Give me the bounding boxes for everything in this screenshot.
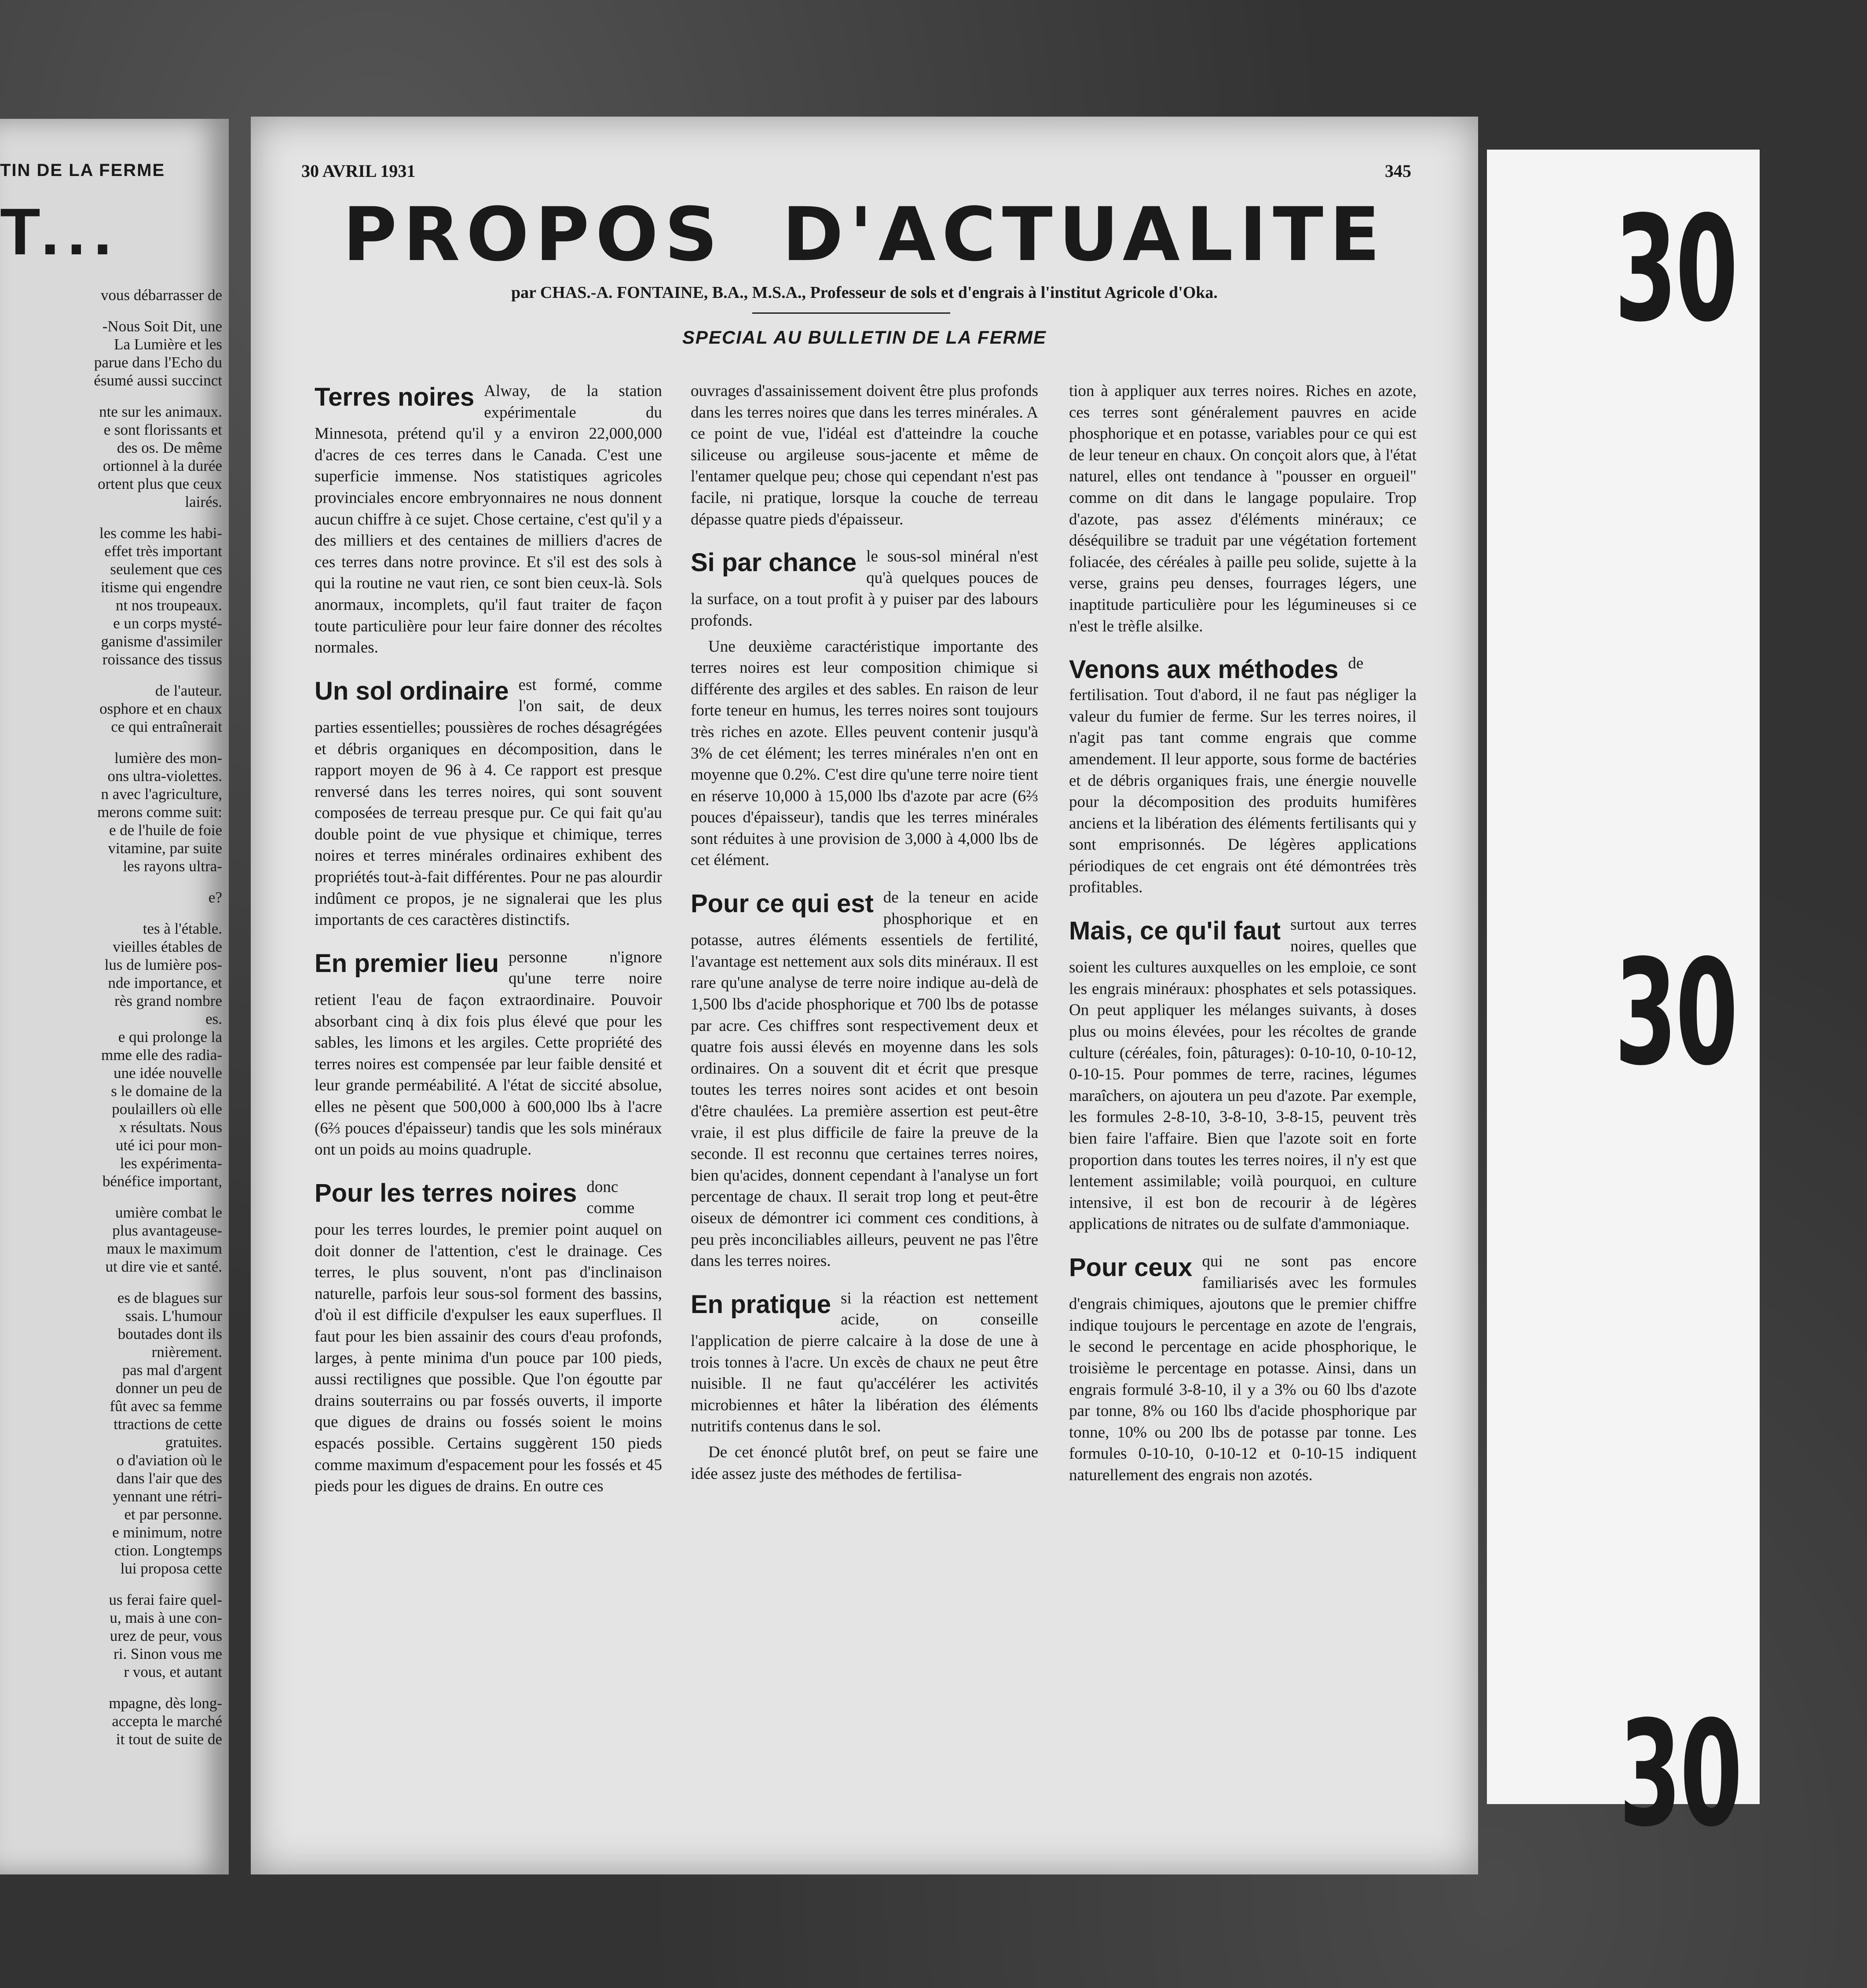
left-page-line: maux le maximum [106, 1240, 222, 1257]
article-section [315, 381, 662, 659]
section-text: Alway, de la station expérimentale du Minnesota, prétend qu'il y a environ 22,000,000 d'acres de ces terres dans le Canada. C'est une superficie immense. Nos statistiques agricoles provinciales encore embryonnaires ne nous donnent aucun chiffre à ce sujet. Chose certaine, c'est qu'il y a des milliers et des centaines de milliers d'acres de ces terres dans notre province. Et s'il est des sols à qui la routine ne vaut rien, ce sont bien ceux-là. Sols anormaux, incomplets, qu'il faut traiter de façon toute particulière pour leur faire donner des récoltes normales. [315, 382, 662, 657]
section-text: De cet énoncé plutôt bref, on peut se faire une idée assez juste des méthodes de fertilisa- [691, 1443, 1038, 1483]
left-page-line: mme elle des radia- [101, 1046, 222, 1064]
left-page-line: ce qui entraînerait [111, 718, 222, 735]
left-page-line: e minimum, notre [112, 1524, 222, 1541]
left-page-line: plus avantageuse- [112, 1222, 222, 1239]
article-section [691, 636, 1038, 872]
left-page-line: ction. Longtemps [114, 1542, 222, 1559]
left-page-line: x résultats. Nous [119, 1119, 222, 1136]
left-page-line: nt nos troupeaux. [115, 597, 222, 614]
section-text: ouvrages d'assainissement doivent être plus profonds dans les terres noires que dans les terres minérales. A ce point de vue, l'idéal est d'atteindre la couche siliceuse ou argileuse sous-jacente et même de l'entamer quelque peu; chose qui cependant n'est pas facile, ni pratique, lorsque la couche de terreau dépasse quatre pieds d'épaisseur. [691, 382, 1038, 528]
left-page-line: vieilles étables de [113, 938, 222, 955]
left-page-line: ortionnel à la durée [103, 457, 222, 474]
left-page-line: merons comme suit: [97, 803, 222, 821]
left-page-line: uté ici pour mon- [115, 1137, 222, 1154]
left-page-line [0, 906, 222, 920]
target-number-top: 30 [1614, 185, 1737, 354]
left-page-text [0, 286, 222, 1748]
left-page-line: lumière des mon- [114, 749, 222, 767]
left-page-line: e de l'huile de foie [109, 822, 222, 839]
left-page-line: vitamine, par suite [108, 840, 222, 857]
section-text: le sous-sol minéral n'est qu'à quelques pouces de la surface, on a tout profit à y puiser par des labours profonds. [691, 547, 1038, 630]
left-page-line: dans l'air que des [116, 1470, 222, 1487]
left-page-line: les comme les habi- [99, 525, 222, 542]
left-page-line: umière combat le [115, 1204, 222, 1221]
article-section [315, 947, 662, 1161]
left-page-line: ons ultra-violettes. [107, 767, 222, 785]
section-heading: Pour les terres noires [315, 1178, 577, 1207]
left-page-line: rnièrement. [151, 1343, 222, 1361]
article-section [1069, 653, 1417, 899]
article-section [1069, 1251, 1417, 1486]
section-text: tion à appliquer aux terres noires. Riches en azote, ces terres sont généralement pauvres en acide phosphorique et en potasse, variables pour ce qui est de leur teneur en chaux. On conçoit alors que, à l'état naturel, elles ont tendance à "pousser en orgueil" comme on dit dans le langage populaire. Trop d'azote, pas assez d'éléments minéraux; ce déséquilibre se traduit par une végétation fortement foliacée, des céréales à paille peu solide, sujette à la verse, grains peu denses, fourrages légers, une inaptitude particulière pour les légumineuses si ce n'est le trèfle alsilke. [1069, 382, 1417, 635]
section-text: de la teneur en acide phosphorique et en potasse, autres éléments essentiels de fertilité, l'avantage est nettement aux sols dits minéraux. Il est rare qu'une analyse de terre noire indique au-delà de 1,500 lbs d'acide phosphorique et 700 lbs de potasse par acre. Ces chiffres sont respectivement deux et quatre fois aussi élevés en moyenne dans les sols ordinaires. On a souvent dit et écrit que presque toutes les terres noires sont acides et ont besoin d'être chaulées. La première assertion est peut-être vraie, il est plus difficile de faire la preuve de la seconde. Il est reconnu que certaines terres noires, bien qu'acides, donnent cependant à l'analyse un fort percentage de chaux. Il serait trop long et peut-être oiseux de démontrer ici comment ces conditions, à peu près inconciliables ailleurs, peuvent ne pas l'être dans les terres noires. [691, 888, 1038, 1270]
left-page-line: les rayons ultra- [123, 858, 222, 875]
left-page-line: e un corps mysté- [113, 615, 222, 632]
special-subtitle: SPECIAL AU BULLETIN DE LA FERME [682, 327, 1047, 348]
section-heading: Venons aux méthodes [1069, 655, 1339, 684]
section-text: de fertilisation. Tout d'abord, il ne faut pas négliger la valeur du fumier de ferme. Sur les terres noires, il n'agit pas tant comme engrais que comme amendement. Il leur apporte, sous forme de bactéries et de débris organiques frais, une énergie nouvelle pour la décomposition des produits humifères anciens et la libération des éléments fertilisants qui y sont emprisonnés. De légères applications périodiques de cet engrais ont été démontrées très profitables. [1069, 654, 1417, 897]
left-page-line: fût avec sa femme [110, 1397, 222, 1415]
section-text: qui ne sont pas encore familiarisés avec les formules d'engrais chimiques, ajoutons que le premier chiffre indique toujours le percentage en azote de l'engrais, le second le percentage en acide phosphorique, le troisième le percentage en potasse. Ainsi, dans un engrais formulé 3-8-10, il y a 3% ou 60 lbs d'azote par tonne, 8% ou 160 lbs d'acide phosphorique par tonne, 10% ou 200 lbs de potasse par tonne. Les formules 0-10-10, 0-10-12 et 0-10-15 indiquent naturellement des engrais non azotés. [1069, 1252, 1417, 1484]
section-text: donc comme pour les terres lourdes, le premier point auquel on doit donner de l'attention, c'est le drainage. Ces terres, le plus souvent, n'ont pas d'inclinaison naturelle, parfois leur sous-sol forment des bassins, d'où il est difficile d'expulser les eaux superflues. Il faut pour les bien assainir des cours d'eau profonds, larges, à pente minima d'un pouce par 100 pieds, aussi rectilignes que possible. Que l'on égoutte par drains souterrains ou par fossés ouverts, il importe que digues de drains ou fossés soient le moins espacés possible. Certains suggèrent 150 pieds comme maximum d'espacement pour les fossés et 45 pieds pour les digues de drains. En outre ces [315, 1177, 662, 1496]
left-page-line: e? [208, 889, 222, 906]
left-page-line: n avec l'agriculture, [101, 785, 222, 803]
article-section [1069, 381, 1417, 637]
article-section [315, 675, 662, 931]
column-3 [1069, 381, 1417, 1486]
column-1 [315, 381, 662, 1497]
left-page-line: pas mal d'argent [122, 1361, 222, 1379]
left-page-line: roissance des tissus [102, 651, 222, 668]
left-page-line [0, 1190, 222, 1203]
left-page-line: ttractions de cette [113, 1416, 222, 1433]
left-page-line: u, mais à une con- [110, 1609, 222, 1626]
author-byline: par CHAS.-A. FONTAINE, B.A., M.S.A., Professeur de sols et d'engrais à l'institut Agricole d'Oka. [511, 283, 1218, 302]
left-page-line: seulement que ces [110, 561, 222, 578]
left-page-line: gratuites. [165, 1434, 222, 1451]
section-text: si la réaction est nettement acide, on conseille l'application de pierre calcaire à la dose de une à trois tonnes à l'acre. Un excès de chaux ne peut être nuisible. Il ne faut qu'accélérer les activités microbiennes et hâter la libération des éléments nutritifs contenus dans le sol. [691, 1289, 1038, 1436]
section-heading: Un sol ordinaire [315, 676, 509, 705]
left-page-line: r vous, et autant [124, 1663, 222, 1680]
article-section [691, 1288, 1038, 1438]
page-title: PROPOS D'ACTUALITE [343, 191, 1386, 278]
left-page-line: us ferai faire quel- [109, 1591, 222, 1608]
left-page-line [0, 1681, 222, 1694]
left-page-line [0, 1276, 222, 1289]
section-heading: En pratique [691, 1290, 831, 1319]
issue-date: 30 AVRIL 1931 [301, 161, 416, 181]
target-number-middle: 30 [1614, 928, 1737, 1097]
left-page-line: de l'auteur. [155, 682, 222, 699]
left-page-line: nde importance, et [108, 974, 222, 991]
left-page-line: lui proposa cette [120, 1560, 222, 1577]
article-section [1069, 914, 1417, 1235]
left-page-header: TIN DE LA FERME [0, 161, 165, 180]
left-page-line: lairés. [185, 493, 222, 510]
section-text: Une deuxième caractéristique importante des terres noires est leur composition chimique si différente des argiles et des sables. En raison de leur forte teneur en humus, les terres noires sont toujours très riches en azote. Elles peuvent contenir jusqu'à 3% de cet élément; les terres minérales n'en ont en moyenne que 0.2%. C'est dire qu'une terre noire tient en réserve 10,000 à 15,000 lbs d'azote par acre (6⅔ pouces d'épaisseur), tandis que les terres minérales sont réduites à une provision de 3,000 à 4,000 lbs de cet élément. [691, 637, 1038, 869]
left-page-line: ésumé aussi succinct [94, 372, 222, 389]
column-2 [691, 381, 1038, 1485]
left-page-line: osphore et en chaux [99, 700, 222, 717]
left-page-line: donner un peu de [115, 1379, 222, 1397]
section-heading: Pour ce qui est [691, 889, 874, 918]
left-page-line: e sont florissants et [103, 421, 222, 438]
left-page-line: une idée nouvelle [113, 1064, 222, 1082]
section-heading: Pour ceux [1069, 1253, 1193, 1282]
left-page-line: ssais. L'humour [125, 1307, 222, 1324]
left-page-line: effet très important [104, 543, 222, 560]
left-page-line: urez de peur, vous [110, 1627, 222, 1644]
article-section [691, 546, 1038, 631]
left-page-line [0, 389, 222, 403]
left-page-line: o d'aviation où le [116, 1452, 222, 1469]
section-text: surtout aux terres noires, quelles que soient les cultures auxquelles on les emploie, ce sont les engrais minéraux: phosphates et sels potassiques. On peut appliquer les mélanges suivants, à doses plus ou moins élevées, pour les récoltes de grande culture (céréales, foin, pâturages): 0-10-10, 0-10-12, 0-10-15. Pour pommes de terre, racines, légumes maraîchers, on ajoutera un peu d'azote. Par exemple, les formules 2-8-10, 3-8-10, 3-8-15, peuvent très bien faire l'affaire. Bien que l'azote soit en forte proportion dans toutes les terres noires, il n'y est que lentement assimilable; voilà pourquoi, en culture intensive, il est bon de recourir à de légères applications de nitrates ou de sulfate d'ammoniaque. [1069, 916, 1417, 1233]
section-heading: En premier lieu [315, 949, 499, 978]
section-text: est formé, comme l'on sait, de deux parties essentielles; poussières de roches désagrégées et débris organiques en décomposition, dans le rapport moyen de 96 à 4. Ce rapport est presque renversé dans les terres noires, qui sont souvent composées de terreau presque pur. Ce qui fait qu'au double point de vue physique et chimique, terres noires et terres minérales ordinaires exhibent des propriétés tout-à-fait différentes. Pour ne pas alourdir indûment ce propos, je ne signalerai que les plus importants de ces caractères distinctifs. [315, 675, 662, 929]
left-page-line [0, 511, 222, 524]
left-page-line: rès grand nombre [114, 992, 222, 1009]
left-page-title: T... [0, 194, 120, 268]
section-text: personne n'ignore qu'une terre noire retient l'eau de façon extraordinaire. Pouvoir absorbant cinq à dix fois plus élevé que pour les sables, les limons et les argiles. Cette propriété des terres noires est compensée par leur faible densité et leur grande perméabilité. A l'état de siccité absolue, elles ne pèsent que 500,000 à 600,000 lbs à l'acre (6⅔ pouces d'épaisseur) tandis que les sols minéraux ont un poids au moins quadruple. [315, 948, 662, 1159]
left-page-line: les expérimenta- [120, 1155, 222, 1172]
article-section [315, 1177, 662, 1497]
left-page-line: es de blagues sur [117, 1289, 222, 1306]
left-page-line: boutades dont ils [117, 1325, 222, 1342]
left-page-line: nte sur les animaux. [99, 403, 222, 420]
section-heading: Si par chance [691, 548, 857, 577]
left-page-line: bénéfice important, [102, 1173, 222, 1190]
left-page-line: La Lumière et les [114, 336, 222, 353]
left-page-line [0, 875, 222, 888]
left-page-fragment [0, 119, 229, 1874]
main-page [251, 117, 1478, 1874]
article-section [691, 1442, 1038, 1485]
left-page-line: itisme qui engendre [100, 579, 222, 596]
left-page-line: ortent plus que ceux [98, 475, 222, 492]
left-page-line: des os. De même [117, 439, 222, 456]
page-number: 345 [1385, 161, 1411, 181]
left-page-line: yennant une rétri- [113, 1488, 222, 1505]
left-page-line [0, 304, 222, 317]
left-page-line: es. [205, 1010, 222, 1027]
left-page-line: it tout de suite de [116, 1731, 222, 1748]
left-page-line [0, 668, 222, 682]
left-page-line: e qui prolonge la [118, 1028, 222, 1045]
left-page-line: lus de lumière pos- [104, 956, 222, 973]
left-page-line [0, 1577, 222, 1591]
left-page-line: ganisme d'assimiler [101, 633, 222, 650]
left-page-line: mpagne, dès long- [109, 1695, 222, 1712]
target-number-bottom: 30 [1619, 1690, 1741, 1859]
article-section [691, 887, 1038, 1272]
left-page-line: -Nous Soit Dit, une [102, 318, 222, 335]
left-page-line [0, 736, 222, 749]
left-page-line: s le domaine de la [111, 1082, 222, 1100]
section-heading: Terres noires [315, 383, 475, 411]
left-page-line: parue dans l'Echo du [94, 354, 222, 371]
left-page-line: ri. Sinon vous me [113, 1645, 222, 1662]
left-page-line: et par personne. [124, 1506, 222, 1523]
left-page-line: vous débarrasser de [100, 286, 222, 304]
target-strip [1487, 150, 1760, 1859]
title-rule [752, 312, 950, 314]
article-section [691, 381, 1038, 530]
left-page-line: ut dire vie et santé. [105, 1258, 222, 1275]
section-heading: Mais, ce qu'il faut [1069, 917, 1281, 946]
left-page-line: poulaillers où elle [112, 1100, 222, 1118]
left-page-line: tes à l'étable. [143, 920, 222, 937]
left-page-line: accepta le marché [112, 1713, 222, 1730]
